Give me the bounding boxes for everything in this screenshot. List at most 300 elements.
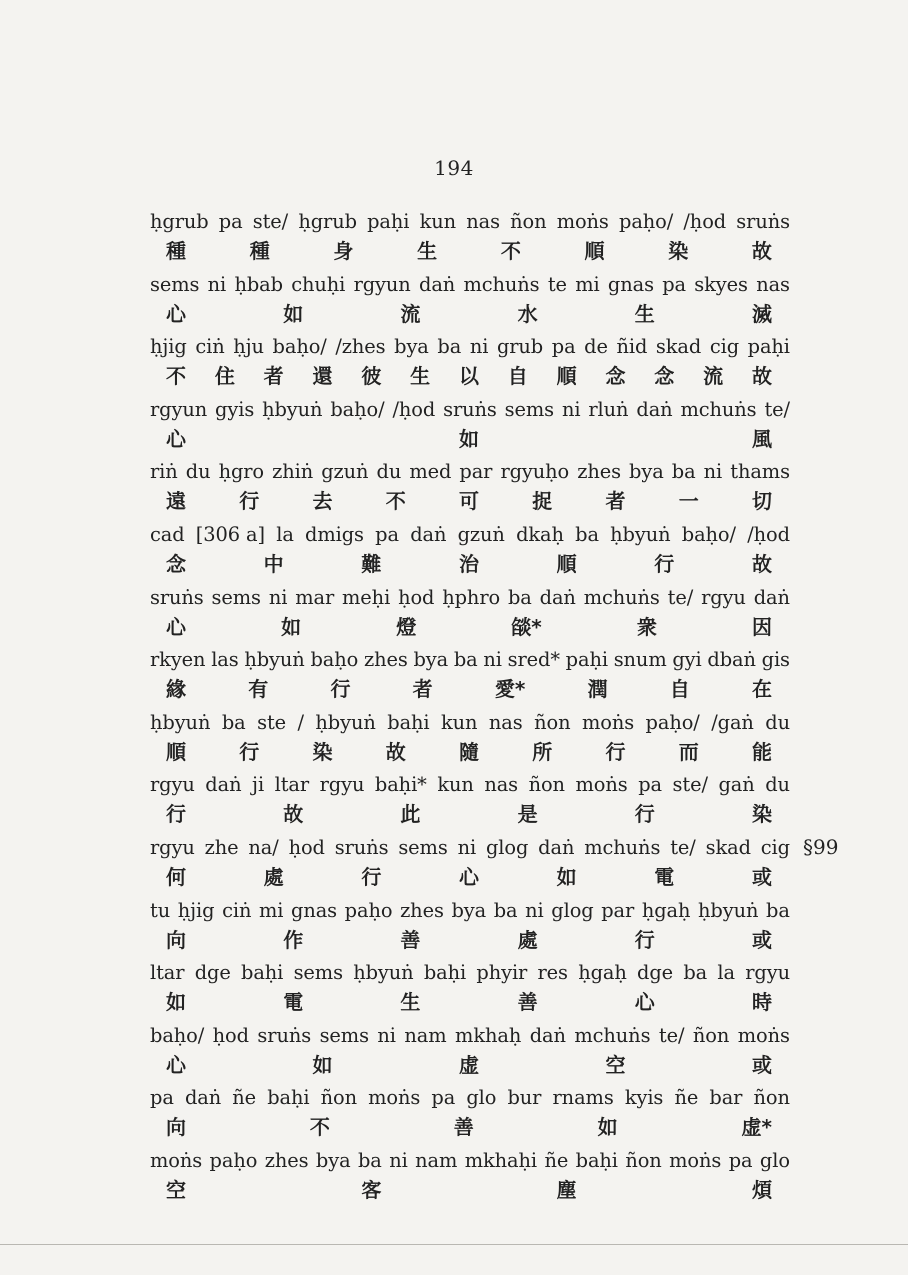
tibetan-word: bur — [507, 1086, 542, 1110]
tibetan-word: grub — [496, 335, 544, 359]
chinese-character: 如 — [166, 990, 186, 1015]
tibetan-word: sruṅs — [334, 836, 389, 859]
tibetan-word: baḥo — [310, 648, 359, 672]
tibetan-word: gzuṅ — [321, 460, 369, 484]
tibetan-word: ḥgrub — [150, 210, 209, 233]
tibetan-word: /ḥod — [683, 210, 727, 233]
tibetan-line — [150, 209, 790, 235]
chinese-character: 治 — [458, 552, 479, 576]
section-mark: §99 — [803, 835, 839, 859]
chinese-character: 不 — [166, 364, 186, 389]
tibetan-word: med — [409, 460, 452, 484]
chinese-character: 煩 — [751, 1178, 772, 1202]
tibetan-word: ni — [483, 648, 502, 672]
tibetan-word: ñon — [320, 1086, 357, 1110]
tibetan-word: rgyu — [150, 773, 195, 797]
chinese-character: 善 — [517, 990, 538, 1015]
tibetan-word: ni — [561, 397, 581, 421]
tibetan-line — [150, 459, 790, 485]
tibetan-word: ba — [766, 898, 790, 922]
chinese-character: 故 — [283, 802, 304, 827]
chinese-character: 不 — [500, 239, 521, 263]
tibetan-word: rgyun — [353, 272, 411, 296]
tibetan-word: ji — [252, 773, 265, 797]
tibetan-word: sems — [211, 585, 261, 609]
tibetan-line — [150, 272, 790, 298]
tibetan-word: ba — [493, 898, 518, 922]
tibetan-word: zhes — [400, 898, 444, 922]
tibetan-word: sems — [398, 836, 448, 859]
tibetan-word: ḥod — [398, 585, 435, 609]
tibetan-word: gyis — [215, 397, 255, 421]
tibetan-word: pa — [551, 335, 576, 359]
tibetan-word: dbaṅ — [707, 648, 756, 672]
tibetan-line — [150, 960, 790, 986]
chinese-character: 能 — [752, 739, 772, 764]
tibetan-word: ñon — [510, 210, 547, 233]
chinese-character: 身 — [333, 239, 354, 263]
chinese-character: 生 — [400, 990, 421, 1015]
chinese-character: 心 — [634, 990, 655, 1015]
tibetan-word: sruṅs — [736, 210, 790, 233]
tibetan-word: sruṅs — [150, 585, 204, 609]
tibetan-word: zhes — [577, 460, 621, 484]
tibetan-word: ḥphro — [442, 585, 501, 609]
tibetan-word: baḥi — [387, 710, 430, 734]
tibetan-word: pa — [431, 1086, 456, 1110]
tibetan-word: ñe — [674, 1086, 699, 1110]
chinese-character: 心 — [458, 865, 479, 889]
chinese-character: 中 — [263, 552, 284, 576]
tibetan-word: pa — [150, 1086, 174, 1110]
tibetan-word: paḥi — [747, 335, 790, 359]
chinese-character: 燄* — [511, 614, 542, 639]
chinese-gloss-line — [150, 550, 790, 578]
tibetan-line — [150, 772, 790, 798]
chinese-character: 生 — [410, 364, 431, 389]
tibetan-word: ḥgro — [218, 460, 265, 484]
chinese-character: 行 — [634, 927, 655, 952]
chinese-character: 如 — [283, 301, 304, 326]
tibetan-word: gnas — [291, 898, 338, 922]
tibetan-word: nam — [415, 1149, 458, 1172]
tibetan-word: moṅs — [575, 773, 628, 797]
chinese-character: 住 — [214, 364, 235, 389]
chinese-character: 何 — [166, 865, 186, 889]
tibetan-word: zhes — [363, 648, 408, 672]
tibetan-word: ḥbyuṅ — [315, 710, 376, 734]
chinese-character: 以 — [458, 364, 479, 389]
tibetan-word: nas — [466, 210, 500, 233]
tibetan-word: daṅ — [419, 272, 456, 296]
chinese-character: 燈 — [396, 614, 417, 639]
chinese-gloss-line — [150, 237, 790, 265]
chinese-character: 心 — [166, 301, 186, 326]
tibetan-word: baḥi — [241, 961, 284, 985]
tibetan-word: la — [276, 523, 294, 546]
chinese-character: 如 — [459, 426, 479, 451]
tibetan-word: pa — [218, 210, 243, 233]
tibetan-word: baḥi — [423, 961, 467, 985]
tibetan-word: kyis — [624, 1086, 664, 1110]
tibetan-word: paḥo/ — [619, 210, 674, 233]
tibetan-word: ni — [525, 898, 544, 922]
tibetan-word: sred* — [507, 648, 560, 672]
tibetan-word: ba — [221, 710, 246, 734]
tibetan-word: te/ — [764, 397, 790, 421]
tibetan-word: ḥbyuṅ — [262, 397, 323, 421]
chinese-character: 捉 — [532, 489, 553, 514]
tibetan-word: ni — [377, 1023, 396, 1047]
tibetan-word: ni — [457, 836, 477, 859]
tibetan-word: ḥgaḥ — [641, 898, 691, 922]
tibetan-word: bya — [413, 648, 449, 672]
tibetan-word: riṅ — [150, 460, 178, 484]
tibetan-word: rnams — [552, 1086, 614, 1110]
chinese-character: 行 — [166, 802, 186, 827]
chinese-character: 染 — [312, 739, 333, 764]
tibetan-word: ni — [207, 272, 227, 296]
chinese-character: 順 — [166, 739, 186, 764]
chinese-gloss-line — [150, 988, 790, 1016]
tibetan-word: mchuṅs — [680, 397, 757, 421]
tibetan-word: te/ — [658, 1023, 685, 1047]
chinese-gloss-line — [150, 926, 790, 954]
tibetan-word: ḥbyuṅ — [610, 523, 671, 546]
chinese-character: 故 — [751, 552, 772, 576]
tibetan-word: bya — [451, 898, 487, 922]
tibetan-word: du — [185, 460, 211, 484]
tibetan-word: pa — [638, 773, 662, 797]
chinese-character: 去 — [312, 489, 333, 514]
tibetan-word: moṅs — [737, 1023, 790, 1047]
tibetan-word: ni — [469, 335, 489, 359]
tibetan-word: ba — [671, 460, 696, 484]
chinese-character: 空 — [605, 1052, 626, 1077]
tibetan-word: rgyu — [745, 961, 790, 985]
tibetan-word: glog — [485, 836, 529, 859]
tibetan-word: baḥo/ — [681, 523, 736, 546]
tibetan-word: rgyuḥo — [500, 460, 570, 484]
chinese-character: 遠 — [166, 489, 186, 514]
tibetan-word: ni — [268, 585, 288, 609]
tibetan-word: mkhaḥ — [455, 1023, 522, 1047]
tibetan-word: ni — [389, 1149, 408, 1172]
page-number: 194 — [434, 156, 474, 180]
chinese-gloss-line — [150, 1051, 790, 1079]
chinese-gloss-line — [150, 487, 790, 515]
chinese-character: 如 — [556, 865, 577, 889]
tibetan-word: kun — [419, 210, 457, 233]
tibetan-word: daṅ — [753, 585, 790, 609]
chinese-gloss-line — [150, 1113, 790, 1141]
tibetan-word: mkhaḥi — [464, 1149, 537, 1172]
tibetan-word: nas — [484, 773, 519, 797]
tibetan-word: par — [601, 898, 635, 922]
tibetan-word: du — [376, 460, 402, 484]
chinese-character: 不 — [385, 489, 406, 514]
chinese-character: 虚* — [741, 1115, 772, 1140]
tibetan-word: ba — [683, 961, 708, 985]
tibetan-word: baḥo/ — [272, 335, 327, 359]
tibetan-word: phyir — [476, 961, 528, 985]
tibetan-word: glog — [551, 898, 594, 922]
bottom-rule — [0, 1244, 908, 1245]
chinese-character: 虚 — [459, 1052, 479, 1077]
tibetan-word: gzuṅ — [457, 523, 505, 546]
tibetan-word: /ḥod — [747, 523, 790, 546]
tibetan-word: na/ — [248, 836, 279, 859]
chinese-character: 念 — [654, 364, 675, 389]
tibetan-word: dkaḥ — [516, 523, 564, 546]
tibetan-word: mchuṅs — [574, 1023, 651, 1047]
tibetan-word: sruṅs — [443, 397, 497, 421]
tibetan-word: baḥo/ — [330, 397, 385, 421]
tibetan-word: rkyen — [150, 648, 206, 672]
chinese-character: 生 — [417, 239, 438, 263]
tibetan-word: ḥgaḥ — [578, 961, 627, 985]
chinese-character: 者 — [412, 677, 433, 702]
tibetan-word: ciṅ — [222, 898, 252, 922]
tibetan-word: mchuṅs — [463, 272, 540, 296]
chinese-character: 難 — [361, 552, 382, 576]
tibetan-word: bya — [629, 460, 664, 484]
chinese-gloss-line — [150, 362, 790, 390]
chinese-character: 流 — [400, 301, 421, 326]
tibetan-word: sruṅs — [257, 1023, 312, 1047]
chinese-character: 不 — [309, 1115, 330, 1140]
tibetan-word: ba — [507, 585, 532, 609]
tibetan-word: ciṅ — [195, 335, 225, 359]
tibetan-word: ni — [703, 460, 723, 484]
tibetan-word: /zhes — [335, 335, 386, 359]
tibetan-word: paḥo — [209, 1149, 258, 1172]
tibetan-word: / — [297, 710, 304, 734]
tibetan-word: ba — [575, 523, 599, 546]
tibetan-word: paḥo/ — [645, 710, 700, 734]
chinese-character: 如 — [312, 1052, 333, 1077]
chinese-character: 彼 — [361, 364, 382, 389]
tibetan-word: paḥi — [565, 648, 608, 672]
chinese-character: 種 — [166, 239, 186, 263]
chinese-character: 自 — [669, 677, 690, 702]
tibetan-word: ḥbyuṅ — [698, 898, 759, 922]
tibetan-word: ñe — [544, 1149, 569, 1172]
chinese-character: 故 — [751, 239, 772, 263]
tibetan-word: ste/ — [252, 210, 289, 233]
chinese-gloss-line — [150, 675, 790, 703]
tibetan-word: mi — [258, 898, 284, 922]
tibetan-word: bya — [394, 335, 429, 359]
tibetan-word: baḥi — [575, 1149, 618, 1172]
tibetan-word: daṅ — [539, 585, 576, 609]
chinese-character: 塵 — [556, 1178, 577, 1202]
chinese-character: 如 — [281, 614, 302, 639]
chinese-character: 滅 — [751, 301, 772, 326]
chinese-character: 處 — [517, 927, 538, 952]
chinese-character: 向 — [166, 927, 186, 952]
tibetan-word: ñid — [616, 335, 648, 359]
tibetan-line — [150, 835, 790, 861]
tibetan-word: moṅs — [581, 710, 635, 734]
chinese-character: 染 — [668, 239, 689, 263]
tibetan-word: gnas — [607, 272, 654, 296]
tibetan-word: baḥi — [267, 1086, 310, 1110]
tibetan-word: ste/ — [672, 773, 708, 797]
tibetan-word: ñon — [534, 710, 571, 734]
chinese-character: 電 — [283, 990, 304, 1015]
tibetan-word: las — [211, 648, 239, 672]
tibetan-word: mi — [575, 272, 600, 296]
tibetan-word: moṅs — [669, 1149, 722, 1172]
tibetan-word: mchuṅs — [584, 836, 661, 859]
tibetan-word: ḥjig — [150, 335, 187, 359]
tibetan-word: nas — [488, 710, 523, 734]
tibetan-word: gyi — [672, 648, 702, 672]
tibetan-word: pa — [662, 272, 686, 296]
tibetan-word: moṅs — [150, 1149, 203, 1172]
tibetan-word: ste — [257, 710, 287, 734]
tibetan-word: moṅs — [556, 210, 609, 233]
chinese-character: 或 — [752, 1052, 772, 1077]
chinese-gloss-line — [150, 300, 790, 328]
tibetan-word: zhe — [204, 836, 239, 859]
tibetan-word: thams — [730, 460, 790, 484]
tibetan-line — [150, 585, 790, 611]
chinese-character: 善 — [400, 927, 421, 952]
tibetan-word: snum — [613, 648, 667, 672]
tibetan-word: zhiṅ — [272, 460, 314, 484]
tibetan-word: /ḥod — [392, 397, 436, 421]
tibetan-word: du — [765, 710, 790, 734]
chinese-character: 念 — [166, 552, 186, 576]
tibetan-word: bar — [709, 1086, 743, 1110]
tibetan-word: dge — [194, 961, 231, 985]
tibetan-word: ñon — [625, 1149, 662, 1172]
tibetan-word: kun — [441, 710, 478, 734]
tibetan-word: pa — [375, 523, 399, 546]
tibetan-word: [306 a] — [195, 523, 265, 546]
tibetan-word: daṅ — [636, 397, 673, 421]
chinese-gloss-line — [150, 613, 790, 641]
chinese-character: 心 — [166, 614, 186, 639]
tibetan-word: gaṅ — [718, 773, 755, 797]
chinese-character: 染 — [751, 802, 772, 827]
chinese-character: 種 — [249, 239, 270, 263]
tibetan-word: du — [765, 773, 790, 797]
tibetan-word: ḥbyuṅ — [244, 648, 305, 672]
chinese-character: 而 — [678, 739, 699, 764]
chinese-character: 行 — [634, 802, 655, 827]
tibetan-word: ḥjig — [177, 898, 215, 922]
chinese-character: 水 — [517, 301, 538, 326]
chinese-character: 作 — [283, 927, 304, 952]
chinese-character: 因 — [751, 614, 772, 639]
tibetan-word: ba — [453, 648, 478, 672]
tibetan-word: rgyu — [701, 585, 746, 609]
chinese-character: 者 — [605, 489, 626, 514]
tibetan-word: meḥi — [342, 585, 391, 609]
tibetan-word: ḥod — [288, 836, 325, 859]
tibetan-word: sems — [319, 1023, 369, 1047]
tibetan-word: ḥbab — [234, 272, 283, 296]
chinese-character: 或 — [751, 927, 772, 952]
chinese-gloss-line — [150, 800, 790, 828]
tibetan-word: nas — [756, 272, 790, 296]
chinese-character: 隨 — [459, 739, 479, 764]
tibetan-word: bya — [315, 1149, 351, 1172]
tibetan-word: skad — [705, 836, 751, 859]
chinese-character: 行 — [330, 677, 351, 702]
tibetan-word: dge — [637, 961, 674, 985]
tibetan-word: sems — [150, 272, 200, 296]
tibetan-word: mar — [295, 585, 335, 609]
tibetan-word: ñon — [528, 773, 565, 797]
chinese-character: 行 — [239, 739, 260, 764]
tibetan-word: rgyu — [319, 773, 365, 797]
chinese-character: 心 — [166, 1052, 186, 1077]
chinese-character: 行 — [605, 739, 626, 764]
chinese-character: 如 — [597, 1115, 618, 1140]
tibetan-word: te/ — [670, 836, 696, 859]
tibetan-word: rgyun — [150, 397, 208, 421]
tibetan-word: nam — [404, 1023, 447, 1047]
chinese-character: 向 — [166, 1115, 186, 1140]
chinese-gloss-line — [150, 1176, 790, 1204]
chinese-character: 順 — [556, 364, 577, 389]
tibetan-word: ḥju — [233, 335, 264, 359]
chinese-character: 切 — [752, 489, 772, 514]
tibetan-word: chuḥi — [291, 272, 346, 296]
tibetan-line — [150, 1148, 790, 1174]
tibetan-word: ḥod — [212, 1023, 249, 1047]
tibetan-word: paḥi — [367, 210, 410, 233]
tibetan-word: par — [459, 460, 493, 484]
tibetan-word: cig — [760, 836, 790, 859]
chinese-gloss-line — [150, 738, 790, 766]
tibetan-word: daṅ — [205, 773, 242, 797]
tibetan-word: zhes — [264, 1149, 309, 1172]
tibetan-word: dmigs — [305, 523, 364, 546]
chinese-character: 行 — [239, 489, 260, 514]
tibetan-word: glo — [759, 1149, 790, 1172]
chinese-character: 可 — [459, 489, 479, 514]
tibetan-word: tu — [150, 898, 171, 922]
chinese-character: 順 — [556, 552, 577, 576]
chinese-character: 客 — [361, 1178, 382, 1202]
tibetan-line — [150, 1023, 790, 1049]
tibetan-word: ñon — [692, 1023, 730, 1047]
tibetan-word: rgyu — [150, 836, 195, 859]
tibetan-word: pa — [728, 1149, 753, 1172]
chinese-character: 風 — [752, 426, 772, 451]
tibetan-word: ñe — [232, 1086, 257, 1110]
tibetan-line — [150, 898, 790, 924]
tibetan-word: res — [537, 961, 568, 985]
tibetan-word: paḥo — [344, 898, 393, 922]
chinese-character: 念 — [605, 364, 626, 389]
chinese-character: 處 — [263, 865, 284, 889]
tibetan-word: ḥbyuṅ — [353, 961, 414, 985]
tibetan-word: glo — [466, 1086, 497, 1110]
tibetan-word: ḥgrub — [298, 210, 357, 233]
tibetan-line — [150, 522, 790, 548]
tibetan-word: te/ — [667, 585, 694, 609]
chinese-gloss-line — [150, 863, 790, 891]
tibetan-line — [150, 334, 790, 360]
tibetan-word: ltar — [150, 961, 185, 985]
tibetan-word: mchuṅs — [583, 585, 660, 609]
